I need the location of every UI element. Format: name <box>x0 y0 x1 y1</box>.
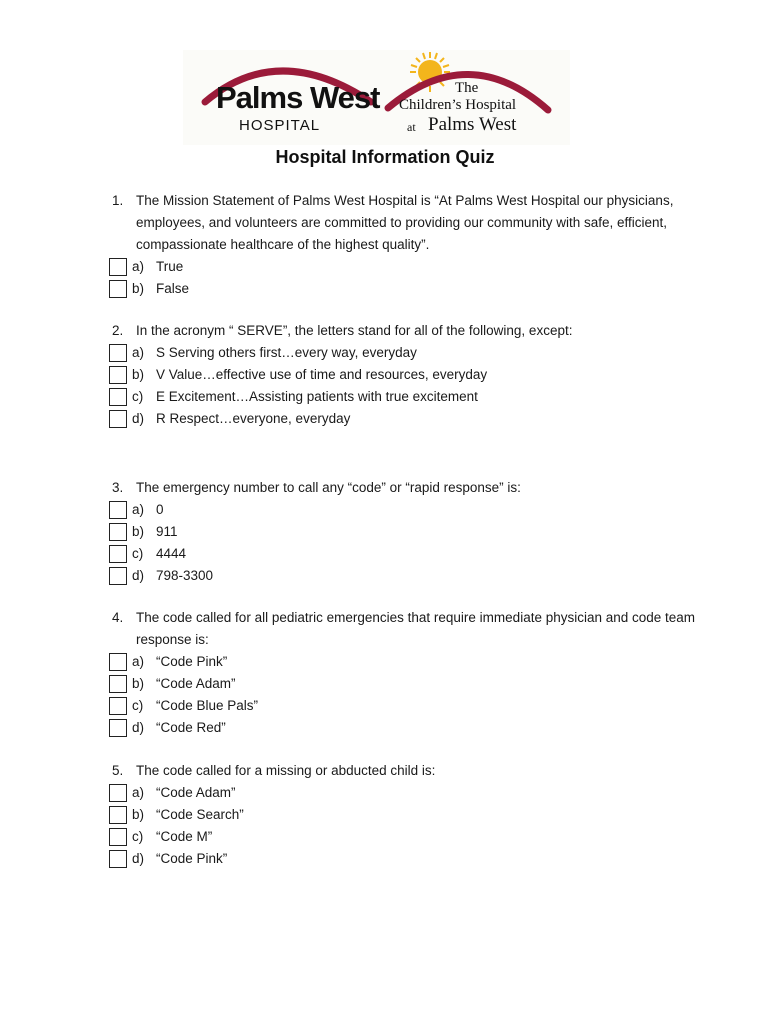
option-d[interactable] <box>109 408 693 430</box>
childrens-logo-line1: Children’s Hospital <box>399 97 517 113</box>
option-a[interactable] <box>109 342 693 364</box>
option-d[interactable] <box>109 565 693 587</box>
option-text: S Serving others first…every way, everyday <box>156 345 417 360</box>
option-b[interactable] <box>109 278 693 300</box>
option-a[interactable] <box>109 651 693 673</box>
option-letter: b) <box>132 676 145 691</box>
option-letter: d) <box>132 568 145 583</box>
option-text: “Code M” <box>156 829 213 844</box>
option-text: “Code Adam” <box>156 676 236 691</box>
question-2 <box>112 320 696 430</box>
answer-checkbox[interactable] <box>109 545 127 563</box>
question-5 <box>112 760 696 870</box>
option-letter: c) <box>132 546 144 561</box>
option-letter: d) <box>132 851 145 866</box>
option-letter: a) <box>132 502 145 517</box>
option-c[interactable] <box>109 695 693 717</box>
option-letter: b) <box>132 367 145 382</box>
option-c[interactable] <box>109 543 693 565</box>
palms-west-logo-name: Palms West <box>216 80 380 115</box>
answer-checkbox[interactable] <box>109 501 127 519</box>
answer-checkbox[interactable] <box>109 567 127 585</box>
option-letter: c) <box>132 829 144 844</box>
option-text: V Value…effective use of time and resources, everyday <box>156 367 488 382</box>
page-title: Hospital Information Quiz <box>275 147 495 167</box>
option-text: 911 <box>156 524 178 539</box>
answer-checkbox[interactable] <box>109 366 127 384</box>
option-letter: b) <box>132 807 145 822</box>
option-letter: a) <box>132 785 145 800</box>
option-text: “Code Pink” <box>156 851 228 866</box>
answer-checkbox[interactable] <box>109 828 127 846</box>
childrens-logo-at: at <box>407 120 416 134</box>
option-text: E Excitement…Assisting patients with true excitement <box>156 389 478 404</box>
option-b[interactable] <box>109 521 693 543</box>
question-4 <box>112 607 696 739</box>
question-text: The emergency number to call any “code” or “rapid response” is: <box>136 480 521 495</box>
question-number: 4. <box>112 610 124 625</box>
question-number: 3. <box>112 480 124 495</box>
answer-checkbox[interactable] <box>109 675 127 693</box>
option-a[interactable] <box>109 256 693 278</box>
question-text: The Mission Statement of Palms West Hospital is “At Palms West Hospital our physicians, employees, and volunteers are committed to providing our community with safe, efficient, compassionate healthcare of the highest quality”. <box>136 193 674 252</box>
option-c[interactable] <box>109 386 693 408</box>
option-letter: a) <box>132 259 145 274</box>
option-text: “Code Pink” <box>156 654 228 669</box>
option-letter: d) <box>132 411 145 426</box>
childrens-logo-the: The <box>455 80 479 96</box>
question-number: 2. <box>112 323 124 338</box>
answer-checkbox[interactable] <box>109 784 127 802</box>
option-a[interactable] <box>109 499 693 521</box>
option-text: “Code Adam” <box>156 785 236 800</box>
option-text: 0 <box>156 502 164 517</box>
option-text: False <box>156 281 190 296</box>
option-text: “Code Red” <box>156 720 226 735</box>
answer-checkbox[interactable] <box>109 258 127 276</box>
option-d[interactable] <box>109 848 693 870</box>
answer-checkbox[interactable] <box>109 806 127 824</box>
answer-checkbox[interactable] <box>109 850 127 868</box>
answer-checkbox[interactable] <box>109 280 127 298</box>
option-c[interactable] <box>109 826 693 848</box>
option-b[interactable] <box>109 804 693 826</box>
option-b[interactable] <box>109 364 693 386</box>
answer-checkbox[interactable] <box>109 653 127 671</box>
option-text: “Code Blue Pals” <box>156 698 259 713</box>
option-a[interactable] <box>109 782 693 804</box>
option-letter: a) <box>132 654 145 669</box>
option-letter: a) <box>132 345 145 360</box>
option-letter: b) <box>132 524 145 539</box>
childrens-logo-line2: Palms West <box>428 114 517 135</box>
answer-checkbox[interactable] <box>109 523 127 541</box>
question-1 <box>112 190 696 300</box>
palms-west-logo-sub: HOSPITAL <box>239 117 321 134</box>
answer-checkbox[interactable] <box>109 344 127 362</box>
option-letter: d) <box>132 720 145 735</box>
option-text: “Code Search” <box>156 807 244 822</box>
option-letter: b) <box>132 281 145 296</box>
option-text: True <box>156 259 184 274</box>
answer-checkbox[interactable] <box>109 388 127 406</box>
option-letter: c) <box>132 698 144 713</box>
option-b[interactable] <box>109 673 693 695</box>
option-text: 798-3300 <box>156 568 214 583</box>
answer-checkbox[interactable] <box>109 719 127 737</box>
question-text: In the acronym “ SERVE”, the letters stand for all of the following, except: <box>136 323 573 338</box>
question-number: 1. <box>112 193 124 208</box>
answer-checkbox[interactable] <box>109 410 127 428</box>
option-text: R Respect…everyone, everyday <box>156 411 351 426</box>
option-letter: c) <box>132 389 144 404</box>
question-number: 5. <box>112 763 124 778</box>
answer-checkbox[interactable] <box>109 697 127 715</box>
option-text: 4444 <box>156 546 187 561</box>
question-text: The code called for all pediatric emergencies that require immediate physician and code team response is: <box>136 610 696 647</box>
hospital-logos <box>183 50 570 145</box>
question-3 <box>112 477 696 587</box>
question-text: The code called for a missing or abducted child is: <box>136 763 436 778</box>
option-d[interactable] <box>109 717 693 739</box>
